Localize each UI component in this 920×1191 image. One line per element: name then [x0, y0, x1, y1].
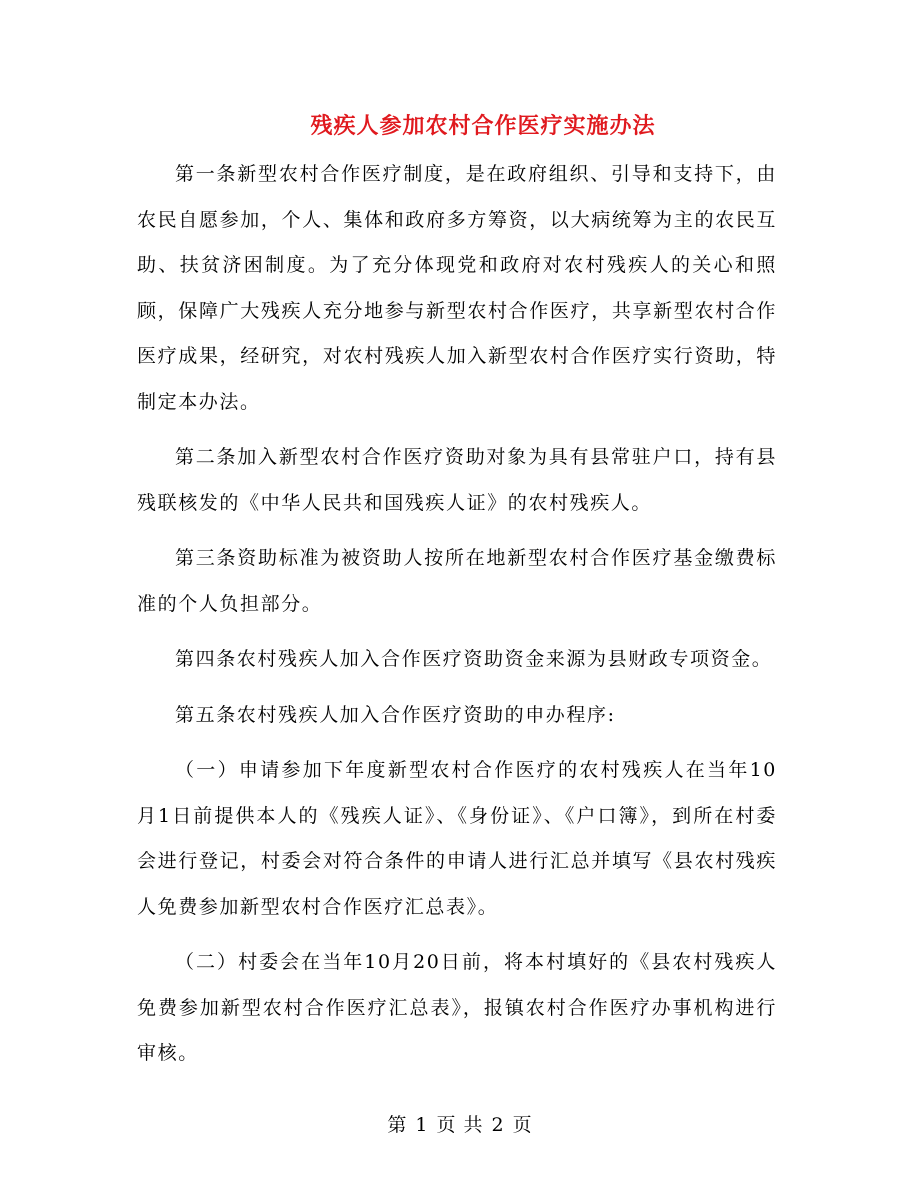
paragraph-item-2: （二）村委会在当年10月20日前，将本村填好的《县农村残疾人免费参加新型农村合作医疗汇总表》，报镇农村合作医疗办事机构进行审核。 [137, 951, 777, 1064]
paragraph-article-5: 第五条农村残疾人加入合作医疗资助的申办程序: [175, 703, 616, 726]
page-footer [0, 1110, 920, 1140]
footer-page-number: 1 [415, 1114, 429, 1136]
document-title: 残疾人参加农村合作医疗实施办法 [310, 113, 656, 139]
paragraph-item-1: （一）申请参加下年度新型农村合作医疗的农村残疾人在当年10月1日前提供本人的《残疾人证》、《身份证》、《户口簿》，到所在村委会进行登记，村委会对符合条件的申请人进行汇总并填写《县农村残疾人免费参加新型农村合作医疗汇总表》。 [137, 759, 777, 918]
footer-mid: 页 共 [436, 1114, 484, 1136]
paragraph-article-2: 第二条加入新型农村合作医疗资助对象为具有县常驻户口，持有县残联核发的《中华人民共和国残疾人证》的农村残疾人。 [137, 446, 777, 514]
paragraph-article-1: 第一条新型农村合作医疗制度，是在政府组织、引导和支持下，由农民自愿参加，个人、集体和政府多方筹资，以大病统筹为主的农民互助、扶贫济困制度。为了充分体现党和政府对农村残疾人的关心和照顾，保障广大残疾人充分地参与新型农村合作医疗，共享新型农村合作医疗成果，经研究，对农村残疾人加入新型农村合作医疗实行资助，特制定本办法。 [137, 163, 777, 413]
footer-prefix: 第 [387, 1114, 408, 1136]
paragraph-article-4: 第四条农村残疾人加入合作医疗资助资金来源为县财政专项资金。 [175, 648, 773, 670]
document-body [137, 152, 777, 1087]
footer-suffix: 页 [512, 1114, 533, 1136]
paragraph-article-3: 第三条资助标准为被资助人按所在地新型农村合作医疗基金缴费标准的个人负担部分。 [137, 547, 777, 615]
footer-total-pages: 2 [491, 1114, 505, 1136]
